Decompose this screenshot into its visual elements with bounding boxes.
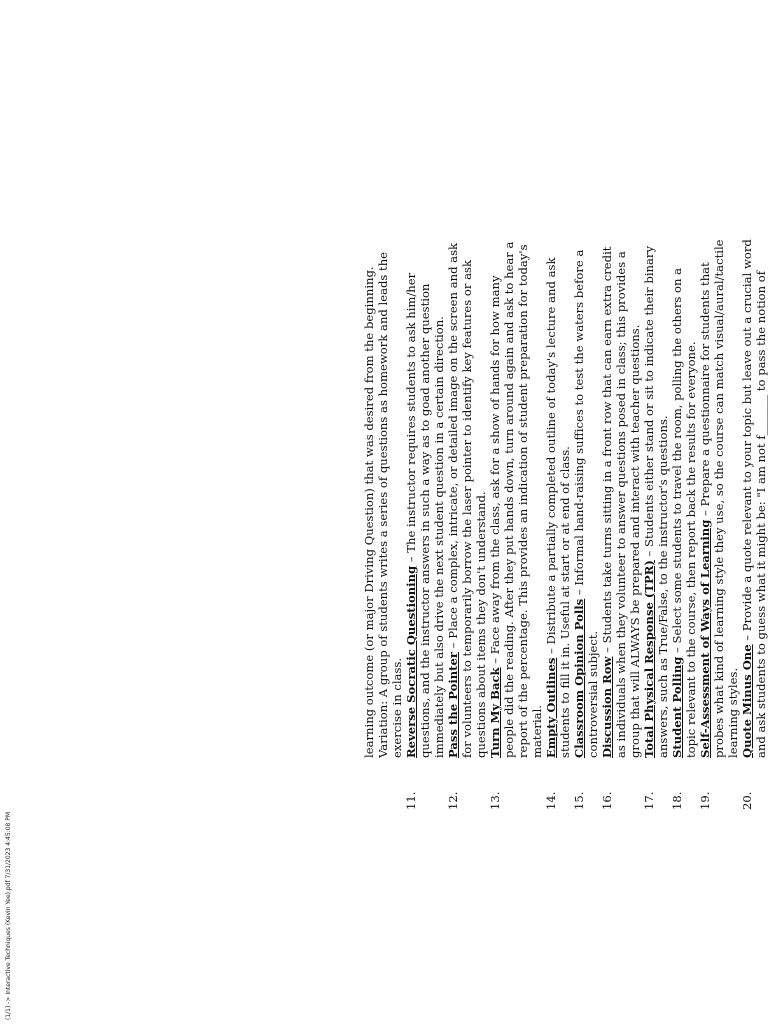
footer-text: (1/1) -> Interactive Techniques (Kevin Yee).pdf 7/31/2023 4:45:08 PM: [5, 811, 12, 1020]
list-item: [572, 238, 600, 810]
list-item: [446, 238, 488, 810]
list-item: [642, 238, 670, 810]
item-number: 11.: [404, 791, 418, 810]
item-term: Pass the Pointer: [446, 651, 460, 758]
item-dash: –: [642, 546, 656, 561]
item-description: Informal hand-raising suffices to test the waters before a controversial subject.: [572, 249, 600, 758]
item-dash: –: [404, 552, 418, 566]
list-item: [404, 238, 446, 810]
item-number: 17.: [642, 791, 656, 810]
item-term: Empty Outlines: [544, 657, 558, 758]
item-description: Place a complex, intricate, or detailed image on the screen and ask for volunteers to temporarily borrow the laser pointer to identify key features or ask questions about items they don't understand.: [446, 242, 488, 758]
item-number: 20.: [740, 791, 754, 810]
intro-line-1: learning outcome (or major Driving Question) that was desired from the beginning.: [362, 266, 376, 758]
item-description: Prepare a questionnaire for students that probes what kind of learning style they use, so the course can match visual/aural/tactile learning styles.: [698, 239, 740, 758]
item-description: Students take turns sitting in a front row that can earn extra credit as individuals when they volunteer to answer questions posed in class; this provides a group that will ALWAYS be prepared and interact with teacher questions.: [600, 246, 642, 758]
item-number: 13.: [488, 791, 502, 810]
list-item: [698, 238, 740, 810]
item-number: 18.: [670, 791, 684, 810]
item-term: Turn My Back: [488, 667, 502, 758]
list-item: [670, 238, 698, 810]
intro-line-2: Variation: A group of students writes a series of questions as homework and leads the exercise in class.: [376, 251, 404, 758]
item-dash: –: [572, 585, 586, 599]
intro-paragraph: [362, 238, 404, 758]
item-dash: –: [740, 631, 754, 645]
item-description: Distribute a partially completed outline of today's lecture and ask students to fill it in. Useful at start or at end of class.: [544, 257, 572, 758]
item-number: 14.: [544, 791, 558, 810]
item-description: Provide a quote relevant to your topic but leave out a crucial word and ask students to guess what it might be: "I am not f_______ to pass the notion of: [740, 239, 768, 758]
document-body: [362, 238, 768, 810]
item-number: 12.: [446, 791, 460, 810]
list-item: [488, 238, 544, 810]
item-number: 15.: [572, 791, 586, 810]
item-term: Total Physical Response (TPR): [642, 560, 656, 758]
item-dash: –: [698, 506, 712, 520]
item-term: Self-Assessment of Ways of Learning: [698, 519, 712, 758]
item-term: Reverse Socratic Questioning: [404, 565, 418, 758]
item-description: Face away from the class, ask for a show of hands for how many people did the reading. After they put hands down, turn around again and ask to hear a report of the percentage. This provides an indication of student preparation for today's material.: [488, 241, 544, 758]
list-item: [740, 238, 768, 810]
item-term: Classroom Opinion Polls: [572, 598, 586, 758]
item-description: Select some students to travel the room, polling the others on a topic relevant to the course, then report back the results for everyone.: [670, 267, 698, 758]
item-dash: –: [670, 643, 684, 657]
page-footer: [4, 500, 14, 1020]
item-dash: –: [600, 643, 614, 657]
item-number: 19.: [698, 791, 712, 810]
item-dash: –: [544, 644, 558, 658]
item-description: The instructor requires students to ask him/her questions, and the instructor answers in such a way as to goad another question immediately but also drive the next student question in a certain direction.: [404, 272, 446, 758]
list-item: [600, 238, 642, 810]
techniques-list: [404, 238, 768, 810]
item-term: Quote Minus One: [740, 644, 754, 758]
item-description: Students either stand or sit to indicate their binary answers, such as True/False, to the instructor's questions.: [642, 245, 670, 758]
item-dash: –: [446, 638, 460, 652]
item-term: Student Polling: [670, 656, 684, 758]
item-term: Discussion Row: [600, 656, 614, 758]
item-number: 16.: [600, 791, 614, 810]
list-item: [544, 238, 572, 810]
item-dash: –: [488, 654, 502, 668]
